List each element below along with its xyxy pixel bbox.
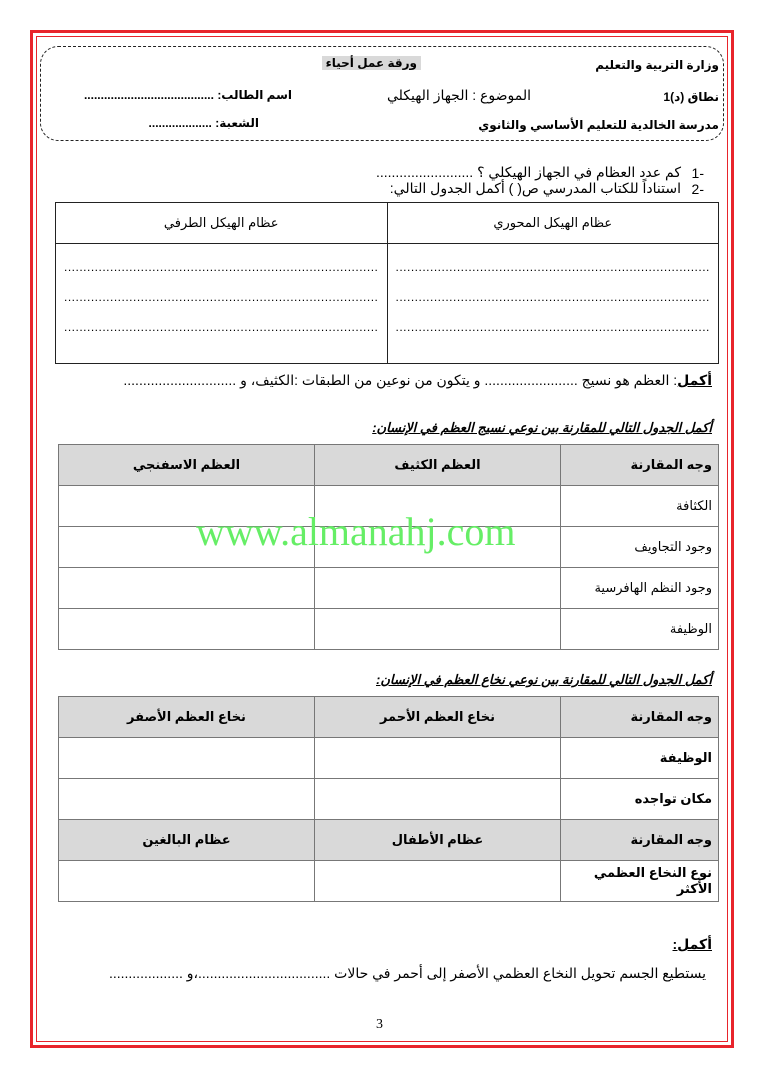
appendicular-skeleton-header: عظام الهيكل الطرفي: [56, 203, 388, 244]
header-comparison: وجه المقارنة: [561, 445, 719, 486]
row-label: وجود التجاويف: [561, 527, 719, 568]
answer-line: ..................................................................................: [64, 260, 379, 274]
header-adult-bones: عظام البالغين: [59, 820, 315, 861]
answer-line: ..................................................................................: [395, 290, 710, 304]
answer-cell[interactable]: [59, 861, 315, 902]
header-yellow-marrow: نخاع العظم الأصفر: [59, 697, 315, 738]
row-label: وجود النظم الهافرسية: [561, 568, 719, 609]
row-label: مكان تواجده: [561, 779, 719, 820]
header-comparison: وجه المقارنة: [561, 697, 719, 738]
answer-cell[interactable]: [59, 609, 315, 650]
worksheet-title: ورقة عمل أحياء: [322, 56, 421, 70]
answer-cell[interactable]: [59, 738, 315, 779]
page-number: 3: [376, 1017, 383, 1032]
appendicular-skeleton-answer[interactable]: [56, 244, 388, 364]
question-2: استناداً للكتاب المدرسي ص( ) أكمل الجدول التالي:: [389, 180, 681, 196]
complete-label-2: أكمل:: [672, 936, 712, 952]
table-row: [59, 568, 719, 609]
table-row: [59, 738, 719, 779]
subject-label: الموضوع : الجهاز الهيكلي: [386, 87, 531, 103]
answer-line: ..................................................................................: [64, 290, 379, 304]
bone-marrow-table: [58, 696, 719, 902]
header-compact-bone: العظم الكثيف: [315, 445, 561, 486]
answer-line: ..................................................................................: [395, 320, 710, 334]
answer-cell[interactable]: [315, 738, 561, 779]
question-2-number: -2: [691, 181, 704, 197]
table-row: [59, 609, 719, 650]
section-field: الشعبة: ...................: [148, 116, 259, 130]
header-red-marrow: نخاع العظم الأحمر: [315, 697, 561, 738]
answer-cell[interactable]: [315, 568, 561, 609]
header-spongy-bone: العظم الاسفنجي: [59, 445, 315, 486]
ministry-label: وزارة التربية والتعليم: [595, 58, 719, 72]
question-1: كم عدد العظام في الجهاز الهيكلي ؟ .........................: [375, 164, 681, 180]
table-row: [59, 861, 719, 902]
complete-sentence-2: يستطيع الجسم تحويل النخاع العظمي الأصفر إلى أحمر في حالات ..................................،و ...................: [108, 965, 706, 981]
row-label: الوظيفة: [561, 609, 719, 650]
tissue-table-title: أكمل الجدول التالي للمقارنة بين نوعي نسيج العظم في الإنسان:: [372, 420, 712, 435]
answer-cell[interactable]: [59, 779, 315, 820]
header-comparison: وجه المقارنة: [561, 820, 719, 861]
complete-text: : العظم هو نسيج ........................ و يتكون من نوعين من الطبقات :الكثيف، و .............................: [123, 372, 678, 388]
axial-skeleton-answer[interactable]: [387, 244, 719, 364]
marrow-table-title: أكمل الجدول التالي للمقارنة بين نوعي نخاع العظم في الإنسان:: [376, 672, 712, 687]
answer-line: ..................................................................................: [64, 320, 379, 334]
question-1-number: -1: [691, 165, 704, 181]
complete-label: أكمل: [677, 372, 712, 388]
row-label: نوع النخاع العظمي الأكثر: [561, 861, 719, 902]
answer-cell[interactable]: [315, 779, 561, 820]
domain-label: نطاق (د)1: [663, 90, 719, 104]
skeleton-table: [55, 202, 719, 364]
student-name-field: اسم الطالب: .......................................: [83, 88, 292, 102]
answer-line: ..................................................................................: [395, 260, 710, 274]
answer-cell[interactable]: [315, 861, 561, 902]
complete-sentence-1: [123, 372, 712, 389]
row-label: الوظيفة: [561, 738, 719, 779]
row-label: الكثافة: [561, 486, 719, 527]
axial-skeleton-header: عظام الهيكل المحوري: [387, 203, 719, 244]
answer-cell[interactable]: [59, 568, 315, 609]
header-children-bones: عظام الأطفال: [315, 820, 561, 861]
watermark-text: www.almanahj.com: [196, 509, 516, 554]
school-name: مدرسة الخالدية للتعليم الأساسي والثانوي: [478, 118, 719, 132]
table-row: [59, 779, 719, 820]
answer-cell[interactable]: [315, 609, 561, 650]
